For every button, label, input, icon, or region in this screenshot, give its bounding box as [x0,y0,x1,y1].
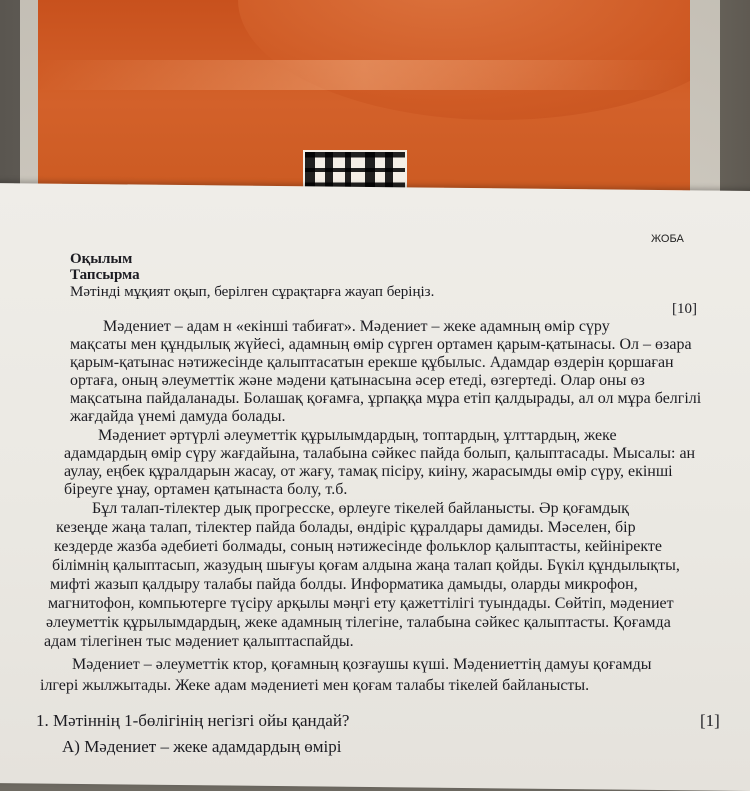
text-line: ортаға, оның әлеуметтік және мәдени қатынасына әсер етеді, өзгертеді. Олар оны өз [70,372,645,389]
text-line: Мәдениет – әлеуметтік ктор, қоғамның қозғаушы күші. Мәдениеттің дамуы қоғамды [72,656,652,673]
answer-option-a: А) Мәдениет – жеке адамдардың өмірі [62,737,342,756]
text-line: адам тілегінен тыс мәдениет қалыптаспайды. [44,633,354,650]
text-line: кезеңде жаңа талап, тілектер пайда болады, өндіріс құралдары дамиды. Мәселен, бір [56,519,636,536]
task-marks: [10] [672,301,697,317]
question-marks: [1] [700,711,720,730]
text-line: қарым-қатынас нәтижесінде қалыптасатын ерекше құбылыс. Адамдар өздерін қоршаған [70,354,674,371]
task-instruction: Мәтінді мұқият оқып, берілген сұрақтарға жауап беріңіз. [70,284,435,300]
text-line: білімнің қалыптасып, жазудың шығуы қоғам алдына жаңа талап қойды. Бүкіл құндылықты, [52,557,680,574]
question-text: 1. Мәтіннің 1-бөлігінің негізгі ойы қандай? [36,711,350,730]
text-line: мақсатына пайдаланады. Болашақ қоғамға, ұрпаққа мұра етіп қалдырады, ал ол мұра белгілі [70,390,702,407]
draft-label: ЖОБА [651,233,684,245]
text-line: кездерде жазба әдебиеті болмады, соның нәтижесінде фольклор қалыптасты, кейініректе [54,538,662,555]
text-line: әлеуметтік құрылымдардың, жеке адамның тілегіне, талабына сәйкес қалыптасты. Қоғамда [46,614,671,631]
text-line: жағдайда үнемі дамуда болады. [70,408,286,425]
text-line: мифті жазып қалдыру талабы пайда болды. Информатика дамыды, оларды микрофон, [50,576,638,593]
text-line: мақсаты мен құндылық жүйесі, адамның өмір сүрген ортамен қарым-қатынасы. Ол – өзара [70,336,692,353]
text-line: ілгері жылжытады. Жеке адам мәдениеті мен қоғам талабы тікелей байланысты. [40,677,590,694]
section-heading: Оқылым [70,251,133,267]
text-line: Мәдениет әртүрлі әлеуметтік құрылымдардың, топтардың, ұлттардың, жеке [98,427,617,444]
text-line: Мәдениет – адам н «екінші табиғат». Мәдениет – жеке адамның өмір сүру [103,318,610,335]
task-heading: Тапсырма [70,267,140,283]
text-line: аулау, еңбек құралдарын жасау, от жағу, тамақ пісіру, киіну, жарасымды өмір сүру, екінші [64,463,673,480]
text-line: адамдардың өмір сүру жағдайына, талабына сәйкес пайда болып, қалыптасады. Мысалы: ан [64,445,696,462]
text-line: Бұл талап-тілектер дық прогресске, өрлеуге тікелей байланысты. Әр қоғамдық [92,500,629,517]
text-line: магнитофон, компьютерге түсіру арқылы мәңгі ету қажеттілігі туындады. Сөйтіп, мәдениет [48,595,674,612]
text-line: біреуге ұнау, ортамен қатынаста болу, т.б. [64,481,348,498]
